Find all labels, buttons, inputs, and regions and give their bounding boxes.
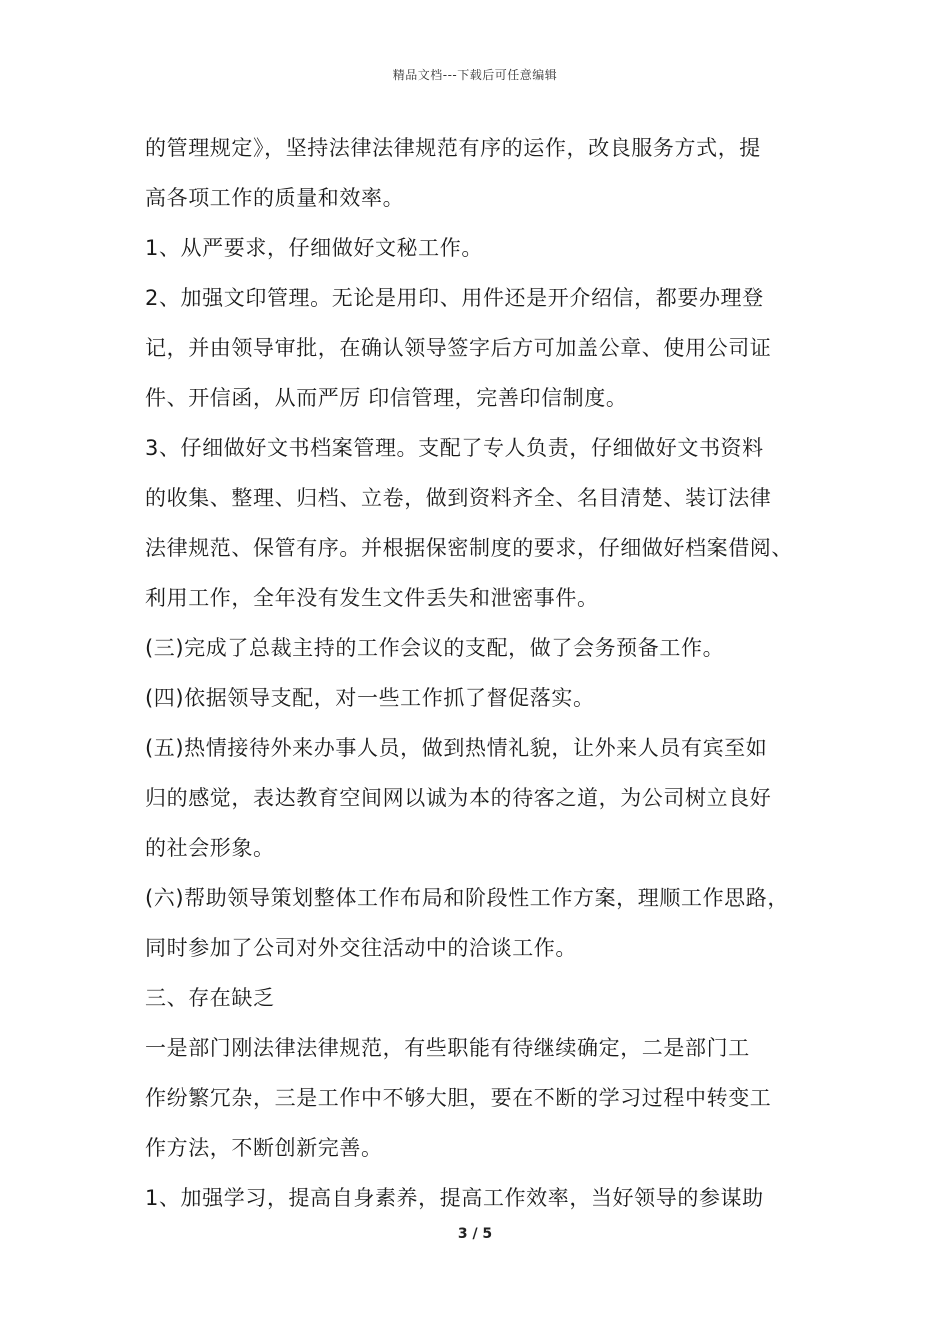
text-line: 的管理规定》，坚持法律法律规范有序的运作，改良服务方式，提	[145, 136, 761, 160]
text-line: 的收集、整理、归档、立卷，做到资料齐全、名目清楚、装订法律	[145, 486, 772, 510]
text-line: 法律规范、保管有序。并根据保密制度的要求，仔细做好档案借阅、	[145, 536, 793, 560]
text-line: 归的感觉，表达教育空间网以诚为本的待客之道，为公司树立良好	[145, 786, 772, 810]
text-line: (五)热情接待外来办事人员，做到热情礼貌，让外来人员有宾至如	[145, 736, 768, 760]
text-line: 1、加强学习，提高自身素养，提高工作效率，当好领导的参谋助	[145, 1186, 764, 1210]
text-line: (四)依据领导支配，对一些工作抓了督促落实。	[145, 686, 595, 710]
text-line: 3、仔细做好文书档案管理。支配了专人负责，仔细做好文书资料	[145, 436, 764, 460]
text-line: 的社会形象。	[145, 836, 275, 860]
text-line: 1、从严要求，仔细做好文秘工作。	[145, 236, 483, 260]
text-line: 同时参加了公司对外交往活动中的洽谈工作。	[145, 936, 577, 960]
text-line: 作方法，不断创新完善。	[145, 1136, 383, 1160]
page-number: 3 / 5	[457, 1226, 493, 1242]
text-line: 件、开信函，从而严厉 印信管理，完善印信制度。	[145, 386, 628, 410]
section-heading: 三、存在缺乏	[145, 986, 275, 1010]
text-line: 2、加强文印管理。无论是用印、用件还是开介绍信，都要办理登	[145, 286, 764, 310]
document-body	[145, 126, 825, 1226]
text-line: 记，并由领导审批，在确认领导签字后方可加盖公章、使用公司证	[145, 336, 772, 360]
text-line: (六)帮助领导策划整体工作布局和阶段性工作方案，理顺工作思路，	[145, 886, 789, 910]
page-header: 精品文档---下载后可任意编辑	[392, 68, 558, 82]
text-line: 高各项工作的质量和效率。	[145, 186, 405, 210]
text-line: 利用工作，全年没有发生文件丢失和泄密事件。	[145, 586, 599, 610]
text-line: (三)完成了总裁主持的工作会议的支配，做了会务预备工作。	[145, 636, 725, 660]
text-line: 一是部门刚法律法律规范，有些职能有待继续确定，二是部门工	[145, 1036, 750, 1060]
text-line: 作纷繁冗杂，三是工作中不够大胆，要在不断的学习过程中转变工	[145, 1086, 772, 1110]
